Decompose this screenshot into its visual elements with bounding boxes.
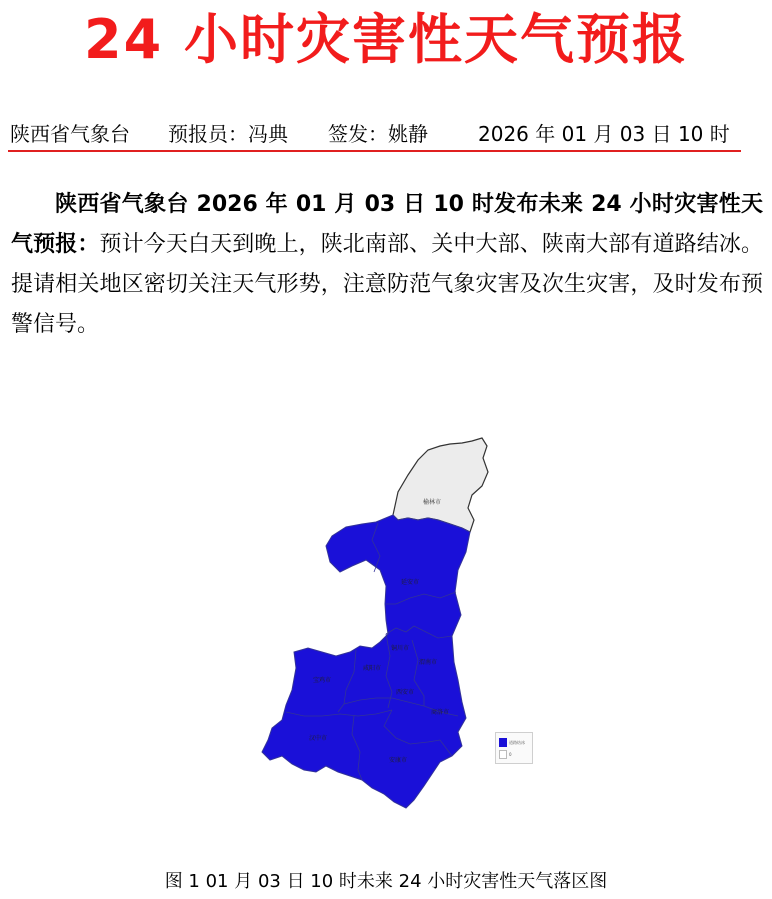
agency-name: 陕西省气象台 (10, 122, 130, 146)
bulletin-body: 预计今天白天到晚上，陕北南部、关中大部、陕南大部有道路结冰。提请相关地区密切关注天气形势，注意防范气象灾害及次生灾害，及时发布预警信号。 (11, 232, 763, 337)
page-title: 24 小时灾害性天气预报 (84, 8, 688, 71)
bulletin-lead: 陕西省气象台 2026 年 01 月 03 日 10 时发布未来 24 小时灾害性天气预报： (11, 192, 763, 257)
label-baoji: 宝鸡市 (312, 677, 332, 684)
label-shangluo: 商洛市 (430, 709, 450, 716)
bulletin-text (11, 185, 763, 345)
warning-area-map (230, 430, 540, 820)
region-affected (262, 515, 470, 808)
forecaster-name: 预报员：冯典 (168, 122, 288, 146)
legend-swatch-ice (499, 738, 507, 747)
legend-label-ice: 道路结冰 (509, 740, 525, 745)
issue-datetime: 2026 年 01 月 03 日 10 时 (478, 122, 730, 146)
label-ankang: 安康市 (388, 757, 408, 764)
header-divider (8, 150, 741, 152)
legend-label-none: 0 (509, 752, 512, 757)
label-xianyang: 咸阳市 (362, 665, 382, 672)
label-hanzhong: 汉中市 (308, 735, 328, 742)
label-tongchuan: 铜川市 (390, 645, 410, 652)
label-weinan: 渭南市 (418, 659, 438, 666)
issuer-name: 签发：姚静 (328, 122, 428, 146)
issuance-info (10, 118, 742, 150)
legend-swatch-none (499, 750, 507, 759)
label-yulin: 榆林市 (422, 499, 442, 506)
figure-caption: 图 1 01 月 03 日 10 时未来 24 小时灾害性天气落区图 (164, 871, 608, 892)
label-xian: 西安市 (395, 689, 415, 696)
label-yanan: 延安市 (400, 579, 420, 586)
map-legend (495, 732, 533, 764)
